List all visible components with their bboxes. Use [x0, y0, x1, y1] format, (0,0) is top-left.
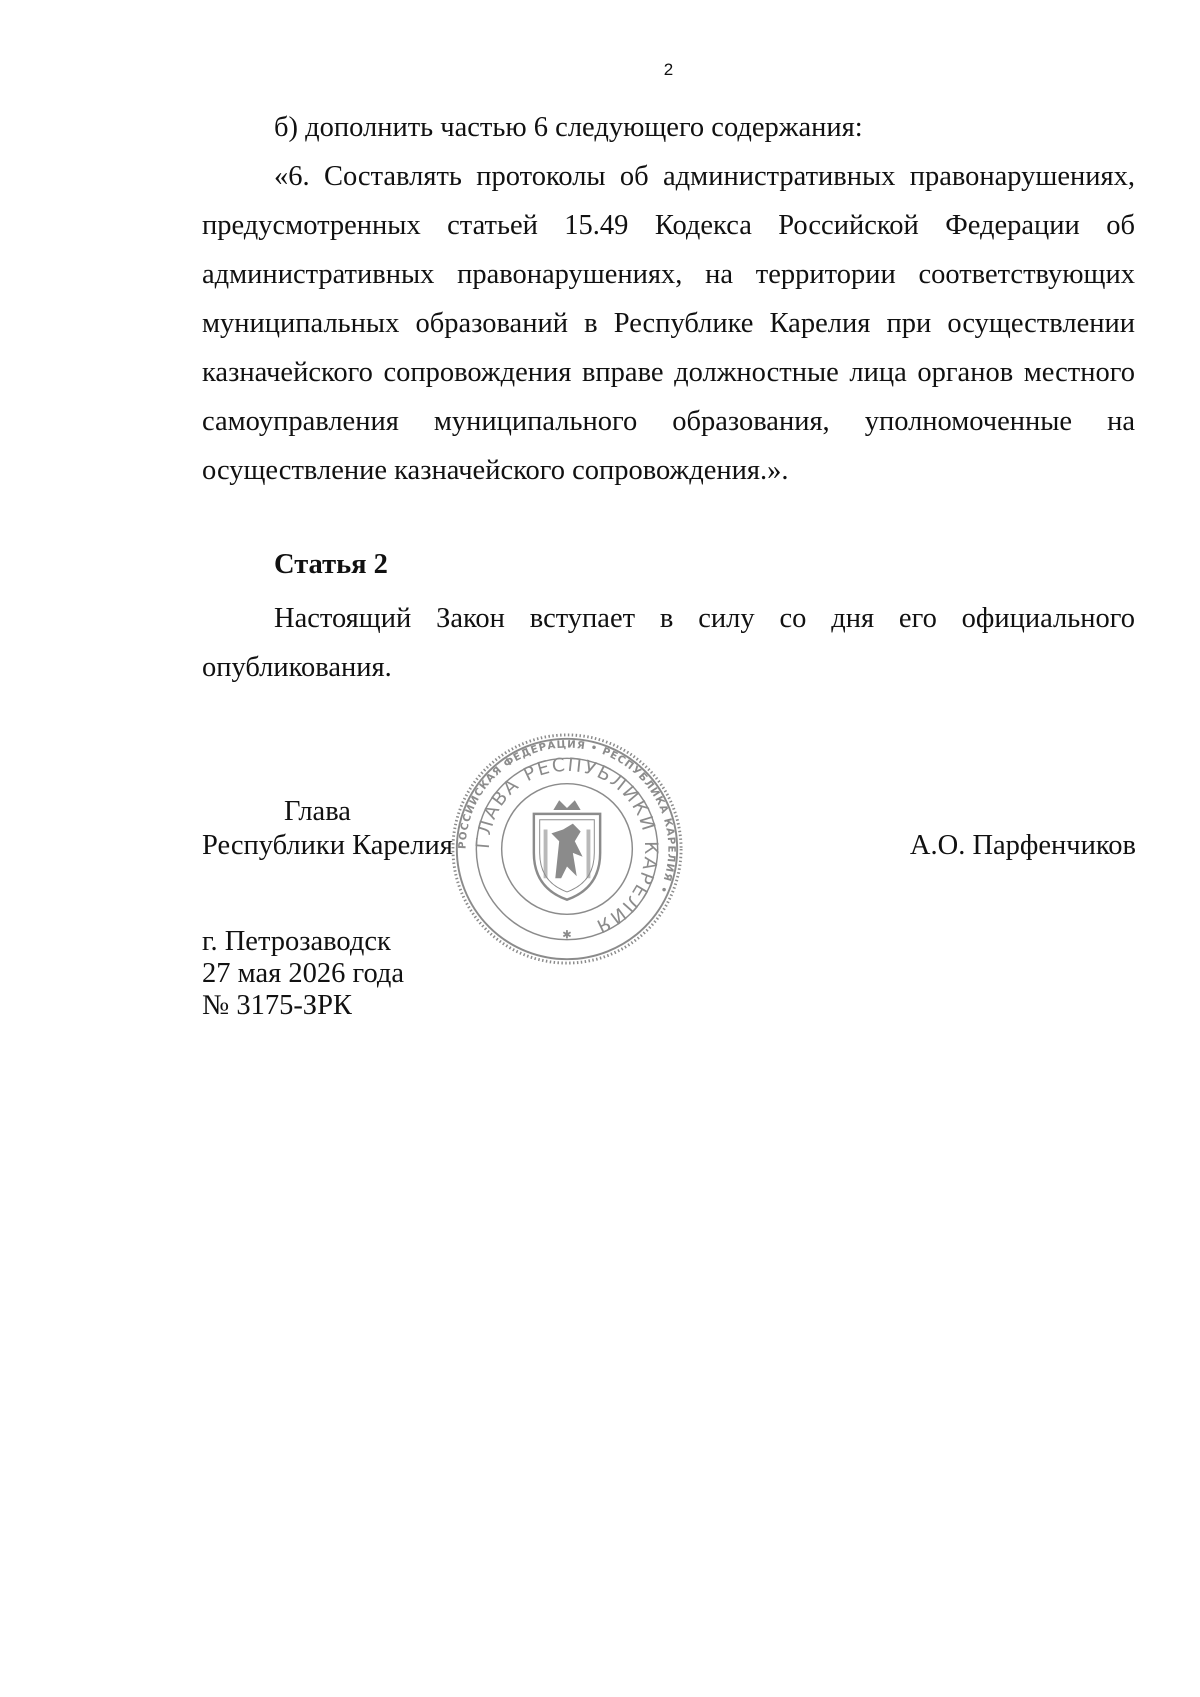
official-seal [450, 732, 684, 966]
amendment-text-block [202, 152, 1135, 495]
coat-of-arms-icon [534, 800, 600, 899]
signatory-title-line1: Глава [284, 796, 351, 827]
amendment-text: «6. Составлять протоколы об административных правонарушениях, предусмотренных статьей 15.49 Кодекса Российской Федерации об административных правонарушениях, на территории соответствующих муниципальных образований в Республике Карелия при осуществлении казначейского сопровождения вправе должностные лица органов местного самоуправления муниципального образования, уполномоченные на осуществление казначейского сопровождения.». [202, 161, 1135, 486]
article-text: Настоящий Закон вступает в силу со дня его официального опубликования. [202, 603, 1135, 683]
amendment-intro-text: б) дополнить частью 6 следующего содержания: [274, 112, 863, 143]
article-body-block [202, 594, 1135, 692]
signatory-name: А.О. Парфенчиков [909, 830, 1136, 861]
article-heading: Статья 2 [274, 549, 388, 580]
seal-outer-text: РОССИЙСКАЯ ФЕДЕРАЦИЯ • РЕСПУБЛИКА КАРЕЛИЯ • [457, 739, 677, 896]
document-place: г. Петрозаводск [202, 926, 391, 957]
seal-inner-text: ГЛАВА РЕСПУБЛИКИ КАРЕЛИЯ [472, 754, 662, 938]
document-date: 27 мая 2026 года [202, 958, 405, 989]
seal-star-icon: ✱ [562, 928, 572, 942]
document-number: № 3175-ЗРК [202, 990, 352, 1021]
amendment-intro [202, 103, 1135, 152]
page-number: 2 [663, 60, 674, 79]
signatory-title-line2: Республики Карелия [202, 830, 453, 861]
